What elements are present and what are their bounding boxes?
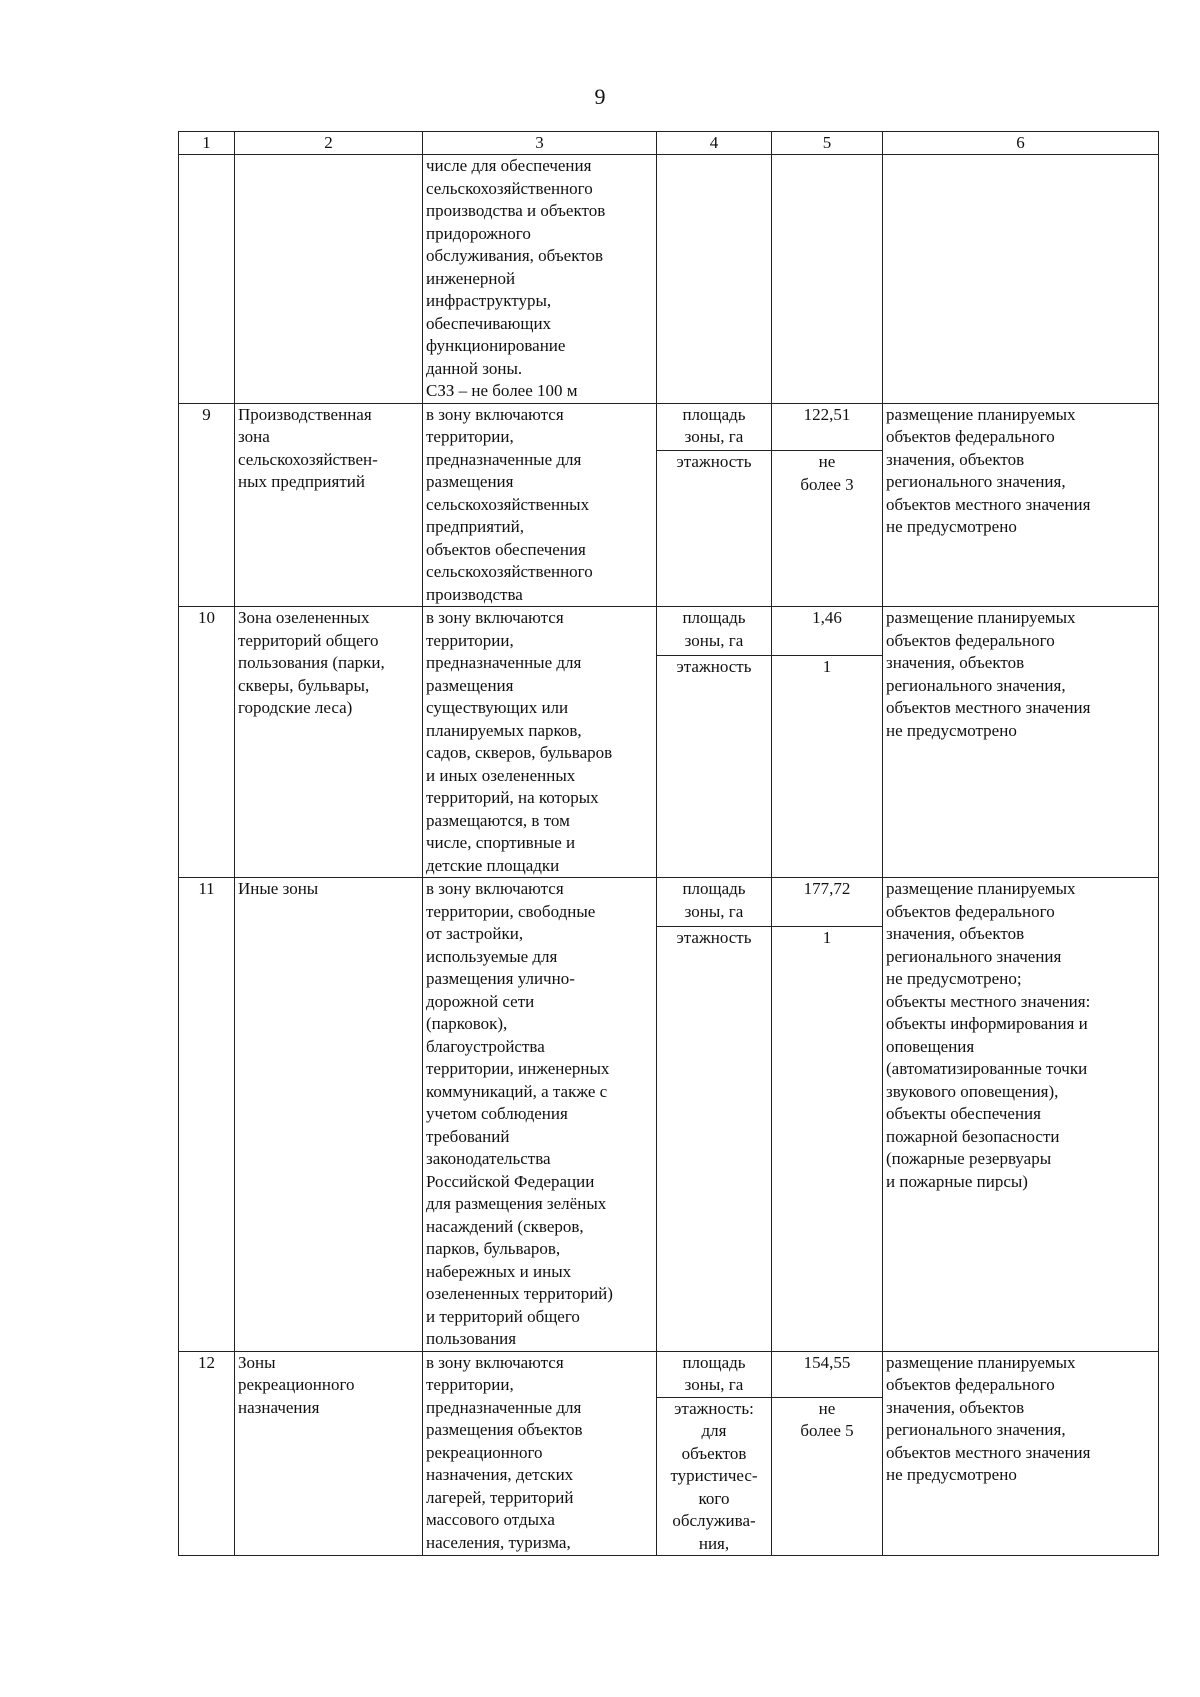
- cell-number: 11: [179, 878, 235, 1352]
- table-row: [179, 1351, 1159, 1397]
- text-line: предназначенные для: [426, 1397, 582, 1417]
- cell-zone-name: [235, 403, 423, 607]
- cell-zone-name: [235, 878, 423, 1352]
- text-line: сельскохозяйственного: [426, 562, 593, 581]
- text-line: сельскохозяйственного: [426, 178, 593, 198]
- text-line: благоустройства: [426, 1036, 545, 1056]
- text-line: объектов местного значения: [886, 698, 1091, 717]
- text-line: числе, спортивные и: [426, 833, 576, 852]
- cell-value-area: [772, 1351, 883, 1397]
- cell-parameter-floors: [657, 1397, 772, 1556]
- text-line: территорий, на которых: [426, 788, 599, 807]
- text-line: рекреационного: [426, 1442, 543, 1462]
- cell-value-floors: [772, 1397, 883, 1556]
- text-line: населения, туризма,: [426, 1532, 571, 1552]
- text-line: не предусмотрено: [886, 517, 1017, 536]
- cell-description: [423, 1351, 657, 1556]
- text-line: регионального значения,: [886, 675, 1066, 695]
- text-line: предназначенные для: [426, 653, 582, 672]
- text-line: назначения, детских: [426, 1465, 574, 1484]
- text-line: используемые для: [426, 946, 558, 966]
- text-line: не предусмотрено;: [886, 969, 1022, 988]
- text-line: ных предприятий: [238, 472, 365, 491]
- cell-zone-name: [235, 1351, 423, 1556]
- text-line: пожарной безопасности: [886, 1126, 1060, 1146]
- cell-parameter-area: [657, 403, 772, 451]
- text-line: учетом соблюдения: [426, 1104, 568, 1123]
- table-row: [179, 403, 1159, 451]
- text-line: этажность:: [674, 1398, 754, 1418]
- text-line: регионального значения: [886, 946, 1062, 966]
- text-line: более 3: [800, 474, 854, 494]
- text-line: и пожарные пирсы): [886, 1171, 1028, 1191]
- text-line: дорожной сети: [426, 991, 535, 1011]
- text-line: звукового оповещения),: [886, 1081, 1059, 1101]
- text-line: городские леса): [238, 698, 353, 717]
- text-line: площадь: [682, 404, 746, 424]
- text-line: размещение планируемых: [886, 608, 1076, 627]
- cell-value-floors: [772, 655, 883, 877]
- text-line: (пожарные резервуары: [886, 1149, 1052, 1168]
- page-number: 9: [594, 84, 606, 109]
- cell-parameter: [657, 155, 772, 404]
- cell-number: 9: [179, 403, 235, 607]
- text-line: озелененных территорий): [426, 1284, 613, 1303]
- text-line: инженерной: [426, 268, 516, 288]
- text-line: регионального значения,: [886, 1420, 1066, 1439]
- text-line: зоны, га: [684, 427, 744, 446]
- text-line: размещаются, в том: [426, 810, 570, 830]
- text-line: значения, объектов: [886, 924, 1025, 943]
- cell-number: 12: [179, 1351, 235, 1556]
- text-line: значения, объектов: [886, 653, 1025, 672]
- text-line: территорий общего: [238, 630, 379, 650]
- text-line: производства и объектов: [426, 201, 606, 220]
- cell-parameter-area: [657, 607, 772, 656]
- text-line: для размещения зелёных: [426, 1194, 607, 1213]
- cell-notes: [883, 878, 1159, 1352]
- text-line: объектов федерального: [886, 1375, 1055, 1394]
- cell-value-area: [772, 403, 883, 451]
- text-line: размещение планируемых: [886, 404, 1076, 424]
- text-line: территории, инженерных: [426, 1059, 610, 1078]
- cell-parameter-area: [657, 878, 772, 927]
- text-line: в зону включаются: [426, 879, 564, 898]
- text-line: регионального значения,: [886, 472, 1066, 491]
- text-line: инфраструктуры,: [426, 291, 552, 310]
- cell-number: [179, 155, 235, 404]
- text-line: для: [701, 1421, 727, 1440]
- text-line: и иных озелененных: [426, 765, 576, 785]
- text-line: СЗЗ – не более 100 м: [426, 381, 578, 400]
- text-line: территории,: [426, 630, 514, 650]
- cell-parameter-floors: [657, 926, 772, 1351]
- table-row: [179, 878, 1159, 927]
- text-line: объекты местного значения:: [886, 991, 1091, 1011]
- cell-value-floors: [772, 451, 883, 607]
- text-line: объектов федерального: [886, 630, 1055, 650]
- cell-description: [423, 607, 657, 878]
- text-line: насаждений (скверов,: [426, 1216, 584, 1236]
- continuation-row: [179, 155, 1159, 404]
- text-line: объектов федерального: [886, 901, 1055, 921]
- text-line: не предусмотрено: [886, 720, 1017, 740]
- text-line: туристичес-: [670, 1466, 758, 1485]
- text-line: в зону включаются: [426, 1352, 564, 1372]
- text-line: Российской Федерации: [426, 1171, 595, 1191]
- cell-value-area: [772, 607, 883, 656]
- cell-zone-name: [235, 607, 423, 878]
- text-line: объектов федерального: [886, 427, 1055, 446]
- text-line: 154,55: [803, 1352, 851, 1372]
- cell-value: [772, 155, 883, 404]
- text-line: скверы, бульвары,: [238, 675, 370, 695]
- text-line: массового отдыха: [426, 1510, 555, 1529]
- text-line: Производственная: [238, 404, 372, 424]
- text-line: территории, свободные: [426, 901, 596, 921]
- text-line: площадь: [682, 879, 746, 898]
- text-line: этажность: [676, 656, 752, 676]
- text-line: размещения объектов: [426, 1420, 583, 1439]
- cell-description: [423, 403, 657, 607]
- header-cell: 2: [235, 132, 423, 155]
- text-line: объекты информирования и: [886, 1014, 1088, 1033]
- text-line: 1,46: [812, 608, 842, 627]
- text-line: зоны, га: [684, 630, 744, 650]
- text-line: придорожного: [426, 223, 531, 243]
- text-line: размещение планируемых: [886, 879, 1076, 898]
- text-line: планируемых парков,: [426, 720, 582, 740]
- text-line: площадь: [682, 1352, 746, 1372]
- text-line: набережных и иных: [426, 1261, 572, 1281]
- text-line: (автоматизированные точки: [886, 1059, 1088, 1078]
- cell-number: 10: [179, 607, 235, 878]
- text-line: размещения улично-: [426, 969, 575, 988]
- text-line: садов, скверов, бульваров: [426, 743, 613, 762]
- text-line: территории,: [426, 1375, 514, 1394]
- text-line: зоны, га: [684, 1375, 744, 1394]
- text-line: зоны, га: [684, 901, 744, 921]
- text-line: в зону включаются: [426, 404, 564, 424]
- cell-parameter-floors: [657, 451, 772, 607]
- text-line: (парковок),: [426, 1014, 508, 1033]
- header-cell: 3: [423, 132, 657, 155]
- text-line: оповещения: [886, 1036, 975, 1056]
- text-line: ния,: [698, 1533, 730, 1553]
- cell-notes: [883, 1351, 1159, 1556]
- cell-notes: [883, 607, 1159, 878]
- header-cell: 4: [657, 132, 772, 155]
- text-line: зона: [238, 427, 270, 446]
- text-line: производства: [426, 584, 523, 604]
- text-line: объектов местного значения: [886, 494, 1091, 514]
- text-line: пользования: [426, 1329, 517, 1348]
- text-line: пользования (парки,: [238, 653, 385, 672]
- text-line: этажность: [676, 927, 752, 947]
- cell-description: [423, 878, 657, 1352]
- header-cell: 5: [772, 132, 883, 155]
- text-line: объектов местного значения: [886, 1442, 1091, 1462]
- text-line: функционирование: [426, 336, 566, 355]
- text-line: обслуживания, объектов: [426, 246, 603, 265]
- text-line: сельскохозяйствен-: [238, 449, 378, 469]
- text-line: и территорий общего: [426, 1306, 580, 1326]
- zones-table: [178, 131, 1159, 1556]
- text-line: от застройки,: [426, 924, 524, 943]
- text-line: Иные зоны: [238, 879, 319, 898]
- text-line: сельскохозяйственных: [426, 494, 590, 514]
- text-line: Зона озелененных: [238, 608, 370, 627]
- text-line: объектов: [681, 1443, 747, 1463]
- header-row: [179, 132, 1159, 155]
- text-line: значения, объектов: [886, 449, 1025, 469]
- text-line: не: [818, 1398, 836, 1418]
- text-line: значения, объектов: [886, 1397, 1025, 1417]
- text-line: 1: [822, 656, 832, 676]
- table-row: [179, 607, 1159, 656]
- text-line: в зону включаются: [426, 608, 564, 627]
- text-line: более 5: [800, 1421, 854, 1440]
- text-line: не: [818, 452, 836, 472]
- text-line: размещения: [426, 675, 514, 695]
- text-line: данной зоны.: [426, 358, 523, 378]
- text-line: площадь: [682, 608, 746, 627]
- text-line: детские площадки: [426, 855, 560, 875]
- text-line: размещения: [426, 472, 514, 491]
- text-line: требований: [426, 1126, 510, 1146]
- text-line: объектов обеспечения: [426, 539, 586, 559]
- text-line: 122,51: [803, 404, 851, 424]
- text-line: предприятий,: [426, 517, 524, 536]
- text-line: коммуникаций, а также с: [426, 1081, 608, 1101]
- text-line: рекреационного: [238, 1375, 355, 1394]
- cell-parameter-floors: [657, 655, 772, 877]
- text-line: обслужива-: [672, 1511, 756, 1530]
- cell-value-area: [772, 878, 883, 927]
- text-line: 177,72: [803, 879, 851, 898]
- text-line: назначения: [238, 1397, 320, 1417]
- text-line: предназначенные для: [426, 449, 582, 469]
- text-line: 1: [822, 927, 832, 947]
- cell-description: [423, 155, 657, 404]
- text-line: размещение планируемых: [886, 1352, 1076, 1372]
- text-line: кого: [698, 1488, 730, 1508]
- cell-zone-name: [235, 155, 423, 404]
- text-line: не предусмотрено: [886, 1465, 1017, 1484]
- text-line: территории,: [426, 427, 514, 446]
- cell-value-floors: [772, 926, 883, 1351]
- text-line: существующих или: [426, 698, 569, 717]
- cell-notes: [883, 155, 1159, 404]
- text-line: Зоны: [238, 1352, 276, 1372]
- text-line: объекты обеспечения: [886, 1104, 1041, 1123]
- text-line: обеспечивающих: [426, 313, 552, 333]
- text-line: числе для обеспечения: [426, 156, 592, 175]
- cell-notes: [883, 403, 1159, 607]
- text-line: законодательства: [426, 1149, 551, 1168]
- cell-parameter-area: [657, 1351, 772, 1397]
- text-line: лагерей, территорий: [426, 1487, 574, 1507]
- text-line: этажность: [676, 452, 752, 472]
- text-line: парков, бульваров,: [426, 1239, 561, 1258]
- header-cell: 1: [179, 132, 235, 155]
- header-cell: 6: [883, 132, 1159, 155]
